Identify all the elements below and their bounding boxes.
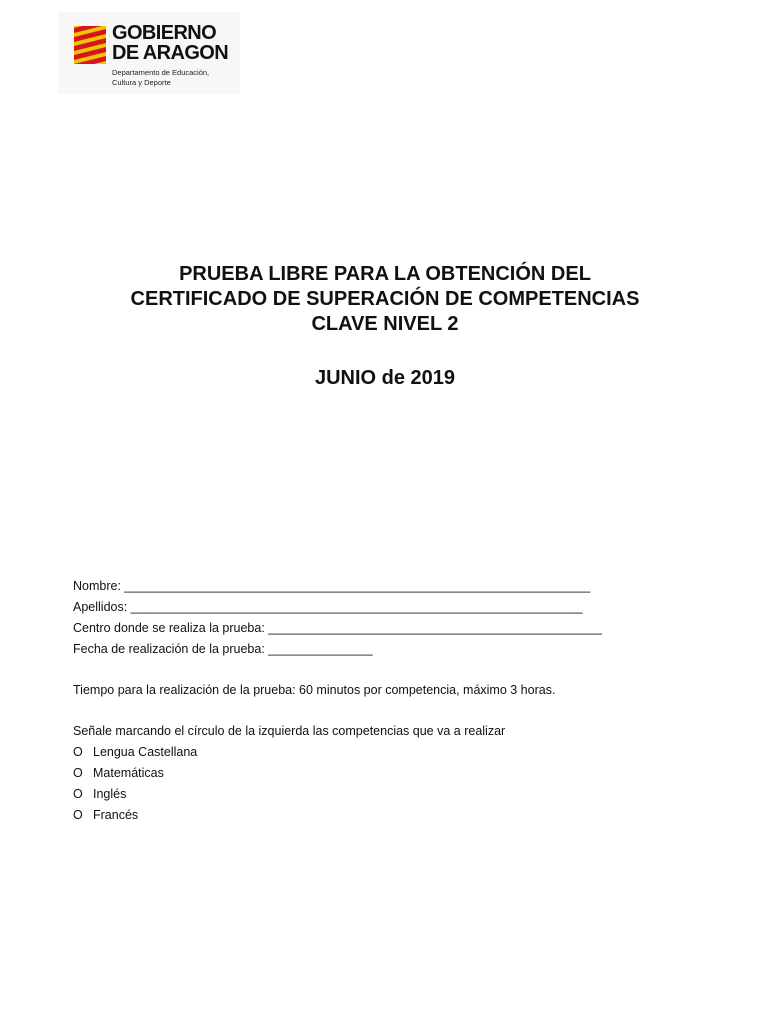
logo-dept-line-1: Departamento de Educación, bbox=[112, 68, 210, 77]
option-circle[interactable]: O bbox=[73, 745, 83, 759]
option-matematicas[interactable] bbox=[73, 763, 713, 784]
time-note: Tiempo para la realización de la prueba: 60 minutos por competencia, máximo 3 horas. bbox=[73, 683, 556, 697]
option-label: Lengua Castellana bbox=[93, 745, 198, 759]
option-label: Inglés bbox=[93, 787, 127, 801]
option-circle[interactable]: O bbox=[73, 766, 83, 780]
apellidos-field[interactable]: Apellidos: _________________________________________________________________ bbox=[73, 600, 583, 614]
logo-line-1: GOBIERNO bbox=[112, 22, 217, 44]
logo-wordmark bbox=[112, 23, 228, 63]
option-ingles[interactable] bbox=[73, 784, 713, 805]
government-logo bbox=[58, 12, 240, 94]
nombre-field[interactable]: Nombre: ___________________________________________________________________ bbox=[73, 579, 591, 593]
title-line-3: CLAVE NIVEL 2 bbox=[311, 313, 459, 335]
option-frances[interactable] bbox=[73, 805, 713, 826]
aragon-flag-icon bbox=[74, 26, 106, 64]
option-label: Matemáticas bbox=[93, 766, 164, 780]
document-title bbox=[0, 262, 770, 337]
option-lengua[interactable] bbox=[73, 742, 713, 763]
logo-line-2: DE ARAGON bbox=[112, 42, 229, 64]
fecha-field[interactable]: Fecha de realización de la prueba: _______________ bbox=[73, 642, 373, 656]
instruction-text: Señale marcando el círculo de la izquierda las competencias que va a realizar bbox=[73, 724, 506, 738]
title-line-2: CERTIFICADO DE SUPERACIÓN DE COMPETENCIAS bbox=[130, 288, 640, 310]
option-label: Francés bbox=[93, 808, 139, 822]
candidate-form bbox=[73, 576, 713, 826]
logo-dept-line-2: Cultura y Deporte bbox=[112, 78, 171, 87]
option-circle[interactable]: O bbox=[73, 787, 83, 801]
logo-department bbox=[112, 68, 209, 88]
exam-date: JUNIO de 2019 bbox=[314, 367, 456, 389]
title-line-1: PRUEBA LIBRE PARA LA OBTENCIÓN DEL bbox=[179, 263, 591, 285]
option-circle[interactable]: O bbox=[73, 808, 83, 822]
centro-field[interactable]: Centro donde se realiza la prueba: ________________________________________________ bbox=[73, 621, 602, 635]
